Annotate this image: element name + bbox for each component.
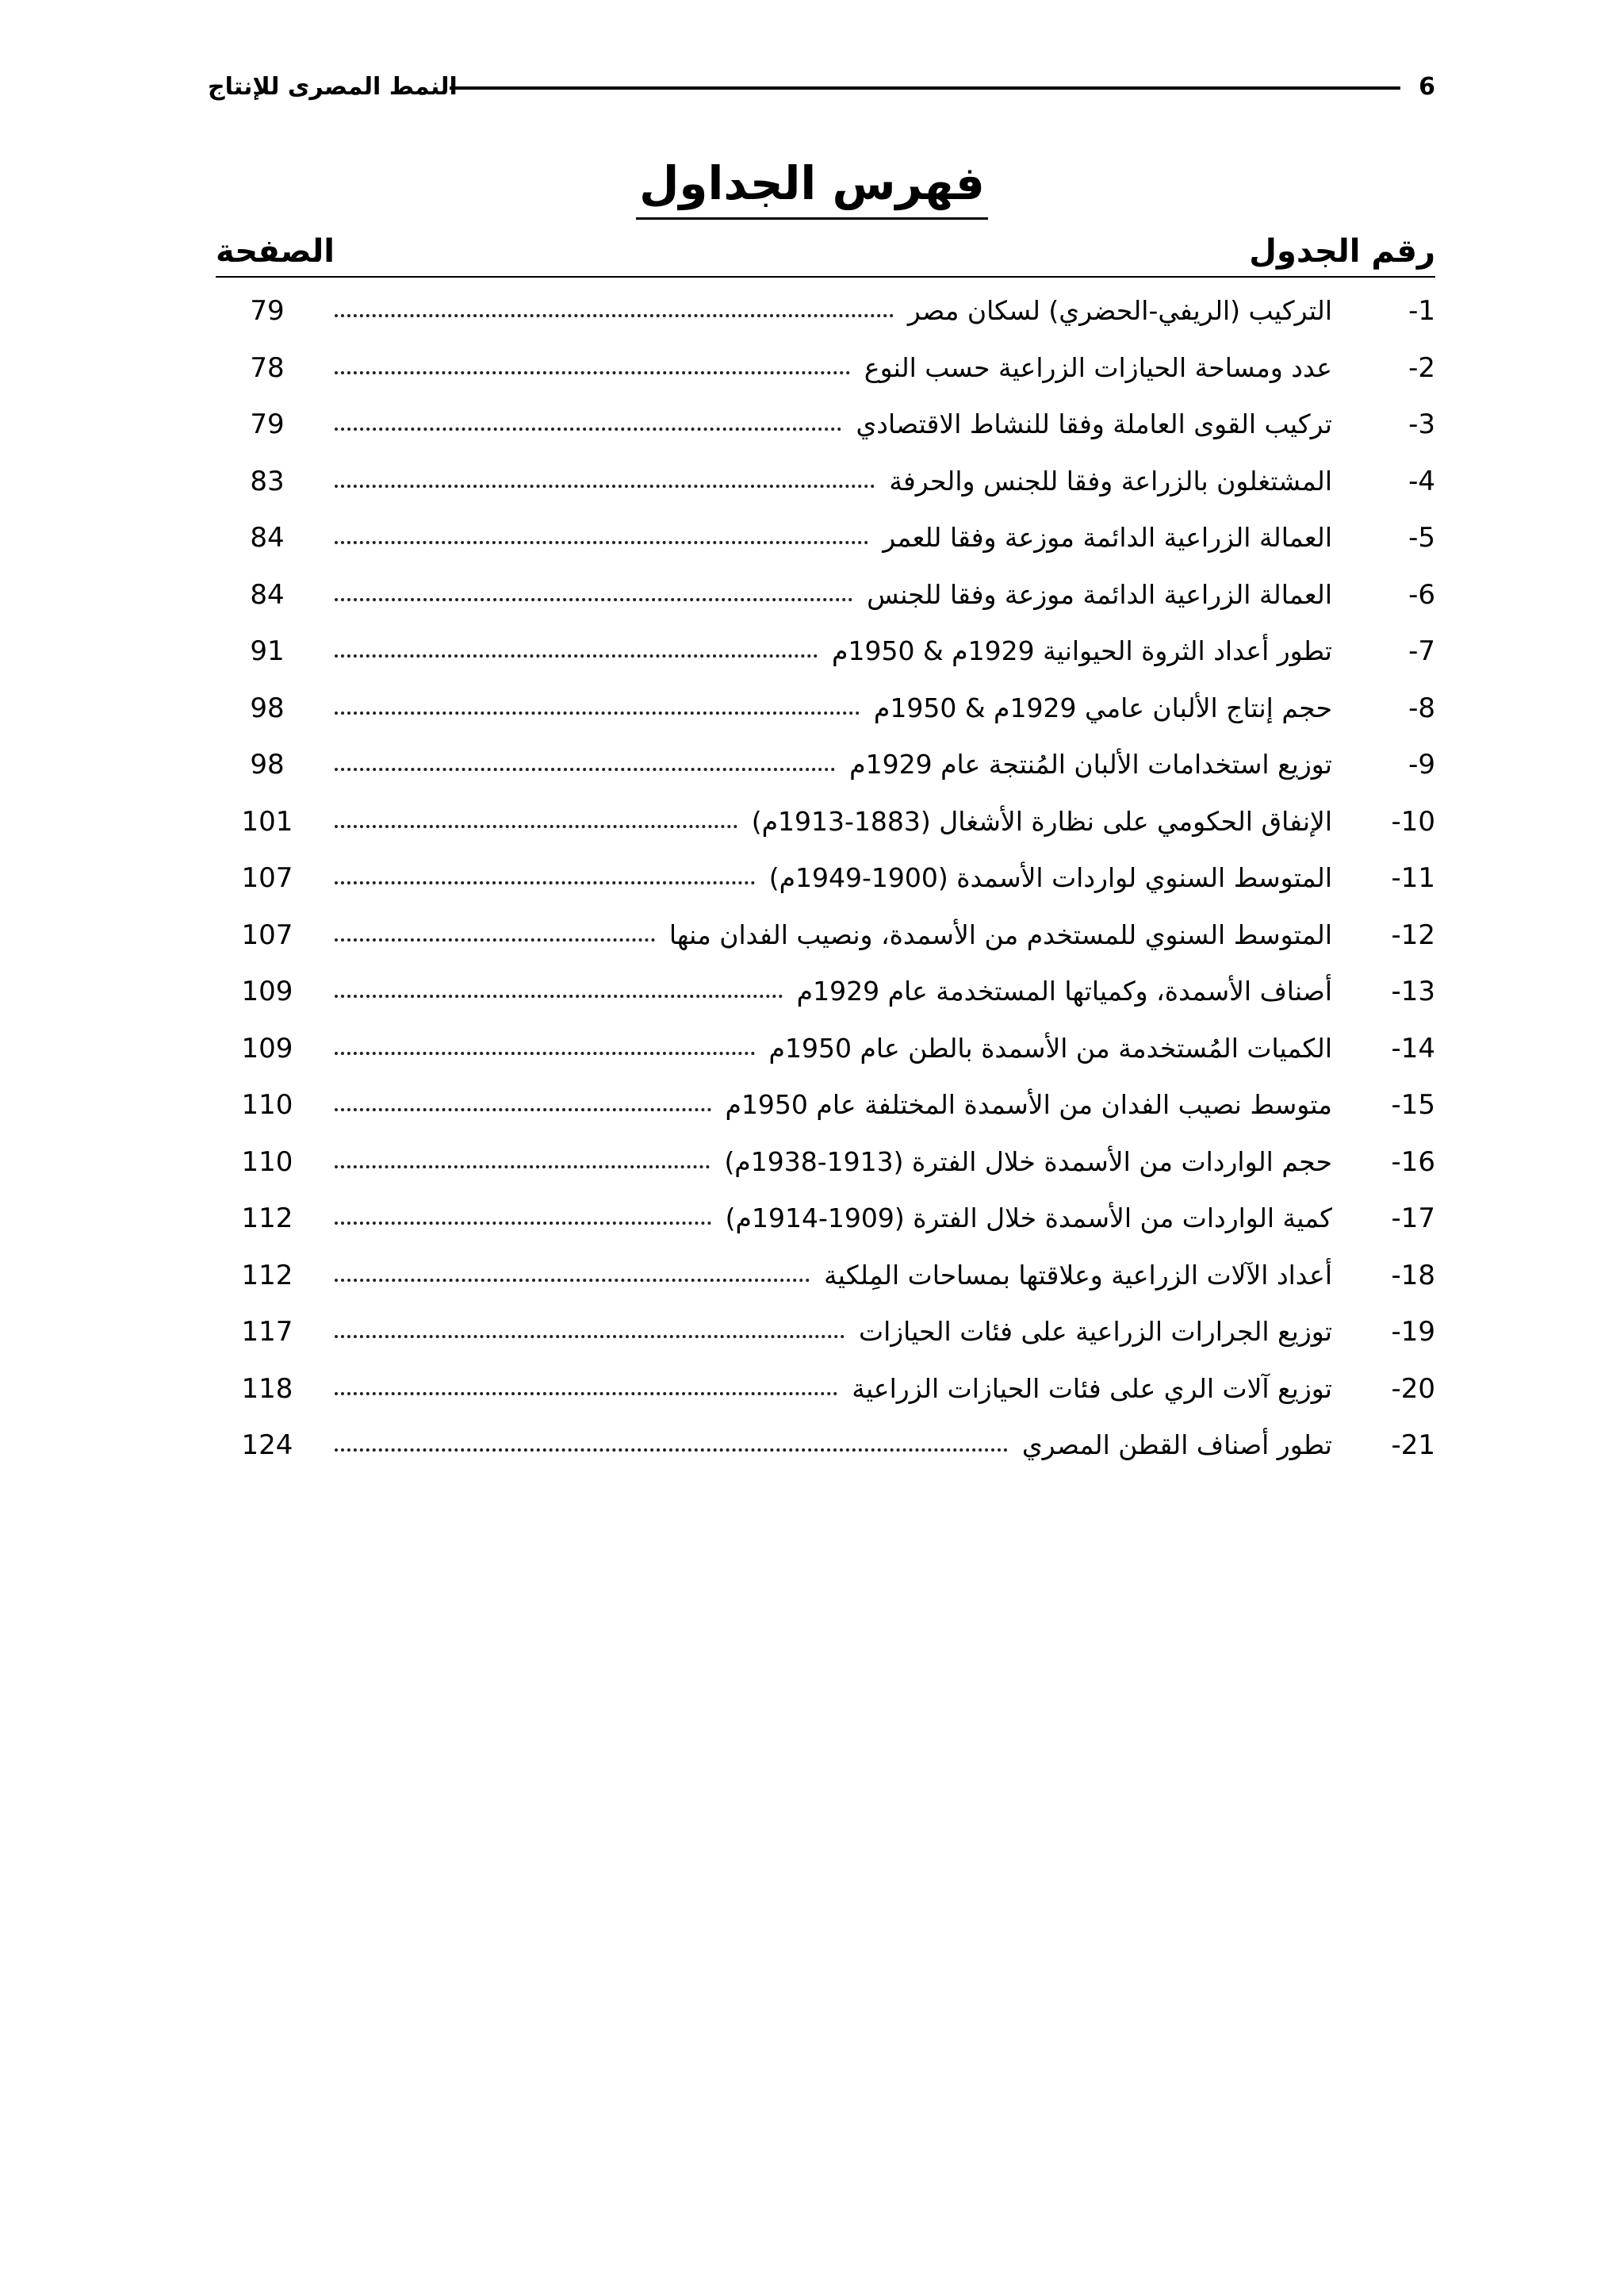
toc-entry-page: 98 bbox=[250, 749, 285, 781]
toc-entry bbox=[216, 1195, 1435, 1252]
toc-entry-title: كمية الواردات من الأسمدة خلال الفترة (1909-1914م) bbox=[725, 1203, 1332, 1233]
toc-entry bbox=[216, 1308, 1435, 1365]
dot-leader bbox=[335, 825, 737, 828]
toc-entry-page: 124 bbox=[241, 1429, 293, 1461]
column-headers bbox=[216, 227, 1435, 278]
dot-leader bbox=[335, 881, 755, 884]
toc-entry-title: عدد ومساحة الحيازات الزراعية حسب النوع bbox=[864, 351, 1332, 383]
dot-leader bbox=[335, 371, 850, 374]
toc-entry-number: 19- bbox=[1391, 1316, 1435, 1348]
toc-entry bbox=[216, 854, 1435, 911]
toc-entry-title: الإنفاق الحكومي على نظارة الأشغال (1883-1913م) bbox=[751, 805, 1332, 837]
dot-leader bbox=[335, 485, 875, 488]
toc-entry-title: متوسط نصيب الفدان من الأسمدة المختلفة عام 1950م bbox=[725, 1089, 1332, 1120]
toc-entry-page: 79 bbox=[250, 409, 285, 440]
toc-entry-number: 15- bbox=[1391, 1089, 1435, 1121]
running-header-title: النمط المصرى للإنتاج bbox=[208, 73, 458, 101]
dot-leader bbox=[335, 314, 894, 317]
toc-entry-page: 78 bbox=[250, 351, 285, 384]
running-header bbox=[208, 65, 1435, 109]
toc-entry bbox=[216, 627, 1435, 685]
toc-entry-number: 8- bbox=[1408, 692, 1435, 724]
table-of-contents-list bbox=[216, 287, 1435, 1479]
toc-entry-title: حجم الواردات من الأسمدة خلال الفترة (1913-1938م) bbox=[724, 1145, 1332, 1177]
toc-entry bbox=[216, 401, 1435, 458]
dot-leader bbox=[335, 428, 841, 431]
column-header-page: الصفحة bbox=[216, 233, 335, 270]
toc-entry-title: العمالة الزراعية الدائمة موزعة وفقا للجنس bbox=[867, 578, 1332, 610]
toc-entry bbox=[216, 514, 1435, 571]
toc-entry-number: 17- bbox=[1391, 1203, 1435, 1234]
toc-entry bbox=[216, 798, 1435, 855]
toc-entry bbox=[216, 344, 1435, 401]
toc-entry-page: 112 bbox=[241, 1203, 293, 1234]
toc-entry-page: 101 bbox=[241, 805, 293, 838]
toc-entry-number: 21- bbox=[1391, 1429, 1435, 1461]
dot-leader bbox=[335, 712, 860, 715]
toc-entry bbox=[216, 1025, 1435, 1082]
toc-entry-number: 11- bbox=[1391, 862, 1435, 894]
toc-entry bbox=[216, 287, 1435, 344]
toc-entry-title: تركيب القوى العاملة وفقا للنشاط الاقتصادي bbox=[856, 409, 1332, 439]
dot-leader bbox=[335, 1108, 711, 1111]
toc-entry-title: توزيع آلات الري على فئات الحيازات الزراعية bbox=[852, 1372, 1332, 1404]
page-title: فهرس الجداول bbox=[636, 151, 988, 220]
dot-leader bbox=[335, 995, 783, 998]
toc-entry bbox=[216, 1252, 1435, 1309]
toc-entry-page: 91 bbox=[250, 635, 285, 667]
toc-entry-title: المتوسط السنوي لواردات الأسمدة (1900-1949م) bbox=[768, 862, 1332, 893]
page-title-wrap bbox=[0, 151, 1624, 220]
toc-entry bbox=[216, 1365, 1435, 1422]
toc-entry-page: 110 bbox=[241, 1089, 293, 1121]
toc-entry-title: أصناف الأسمدة، وكمياتها المستخدمة عام 1929م bbox=[796, 976, 1332, 1007]
toc-entry-title: المتوسط السنوي للمستخدم من الأسمدة، ونصيب الفدان منها bbox=[668, 919, 1332, 950]
toc-entry-number: 5- bbox=[1408, 522, 1435, 554]
toc-entry-number: 4- bbox=[1408, 465, 1435, 497]
toc-entry-number: 6- bbox=[1408, 578, 1435, 611]
dot-leader bbox=[335, 938, 655, 942]
toc-entry-title: العمالة الزراعية الدائمة موزعة وفقا للعمر bbox=[883, 522, 1332, 553]
toc-entry-title: تطور أعداد الثروة الحيوانية 1929م & 1950م bbox=[832, 635, 1332, 666]
dot-leader bbox=[335, 1335, 845, 1338]
dot-leader bbox=[335, 1392, 837, 1395]
column-header-table-number: رقم الجدول bbox=[1249, 233, 1435, 270]
toc-entry-title: الكميات المُستخدمة من الأسمدة بالطن عام 1950م bbox=[768, 1032, 1332, 1064]
toc-entry-title: تطور أصناف القطن المصري bbox=[1021, 1429, 1332, 1460]
toc-entry bbox=[216, 1138, 1435, 1195]
toc-entry bbox=[216, 571, 1435, 628]
toc-entry-page: 109 bbox=[241, 1032, 293, 1064]
dot-leader bbox=[335, 598, 852, 601]
dot-leader bbox=[335, 1165, 710, 1168]
dot-leader bbox=[335, 1222, 711, 1225]
toc-entry-number: 18- bbox=[1391, 1259, 1435, 1291]
toc-entry bbox=[216, 1421, 1435, 1479]
toc-entry-number: 13- bbox=[1391, 976, 1435, 1007]
toc-entry-page: 84 bbox=[250, 522, 285, 554]
toc-entry-page: 84 bbox=[250, 578, 285, 611]
toc-entry-number: 12- bbox=[1391, 919, 1435, 951]
toc-entry-page: 98 bbox=[250, 692, 285, 724]
toc-entry bbox=[216, 968, 1435, 1025]
toc-entry-page: 79 bbox=[250, 295, 285, 327]
toc-entry bbox=[216, 685, 1435, 742]
dot-leader bbox=[335, 1052, 755, 1055]
toc-entry-title: أعداد الآلات الزراعية وعلاقتها بمساحات المِلكية bbox=[824, 1259, 1332, 1291]
toc-entry-page: 118 bbox=[241, 1372, 293, 1405]
toc-entry bbox=[216, 1081, 1435, 1138]
toc-entry-number: 7- bbox=[1408, 635, 1435, 667]
dot-leader bbox=[335, 541, 868, 544]
toc-entry-title: توزيع الجرارات الزراعية على فئات الحيازات bbox=[859, 1316, 1332, 1347]
toc-entry-number: 20- bbox=[1391, 1372, 1435, 1405]
toc-entry-page: 107 bbox=[241, 919, 293, 951]
toc-entry-page: 117 bbox=[241, 1316, 293, 1348]
header-rule bbox=[450, 86, 1400, 90]
toc-entry-title: التركيب (الريفي-الحضري) لسكان مصر bbox=[907, 295, 1332, 326]
dot-leader bbox=[335, 654, 818, 658]
toc-entry-title: توزيع استخدامات الألبان المُنتجة عام 1929م bbox=[849, 749, 1332, 780]
toc-entry-page: 83 bbox=[250, 465, 285, 497]
toc-entry-number: 10- bbox=[1391, 805, 1435, 838]
toc-entry bbox=[216, 741, 1435, 798]
toc-entry-page: 112 bbox=[241, 1259, 293, 1291]
toc-entry-page: 107 bbox=[241, 862, 293, 894]
toc-entry-title: المشتغلون بالزراعة وفقا للجنس والحرفة bbox=[889, 465, 1332, 497]
toc-entry-number: 3- bbox=[1408, 409, 1435, 440]
toc-entry bbox=[216, 911, 1435, 969]
toc-entry-number: 9- bbox=[1408, 749, 1435, 781]
dot-leader bbox=[335, 768, 835, 771]
toc-entry bbox=[216, 458, 1435, 515]
toc-entry-number: 16- bbox=[1391, 1145, 1435, 1178]
toc-entry-number: 2- bbox=[1408, 351, 1435, 384]
toc-entry-page: 110 bbox=[241, 1145, 293, 1178]
toc-entry-number: 14- bbox=[1391, 1032, 1435, 1064]
dot-leader bbox=[335, 1279, 810, 1282]
toc-entry-page: 109 bbox=[241, 976, 293, 1007]
toc-entry-number: 1- bbox=[1408, 295, 1435, 327]
dot-leader bbox=[335, 1448, 1008, 1452]
page-number: 6 bbox=[1419, 73, 1435, 101]
toc-entry-title: حجم إنتاج الألبان عامي 1929م & 1950م bbox=[873, 692, 1332, 723]
